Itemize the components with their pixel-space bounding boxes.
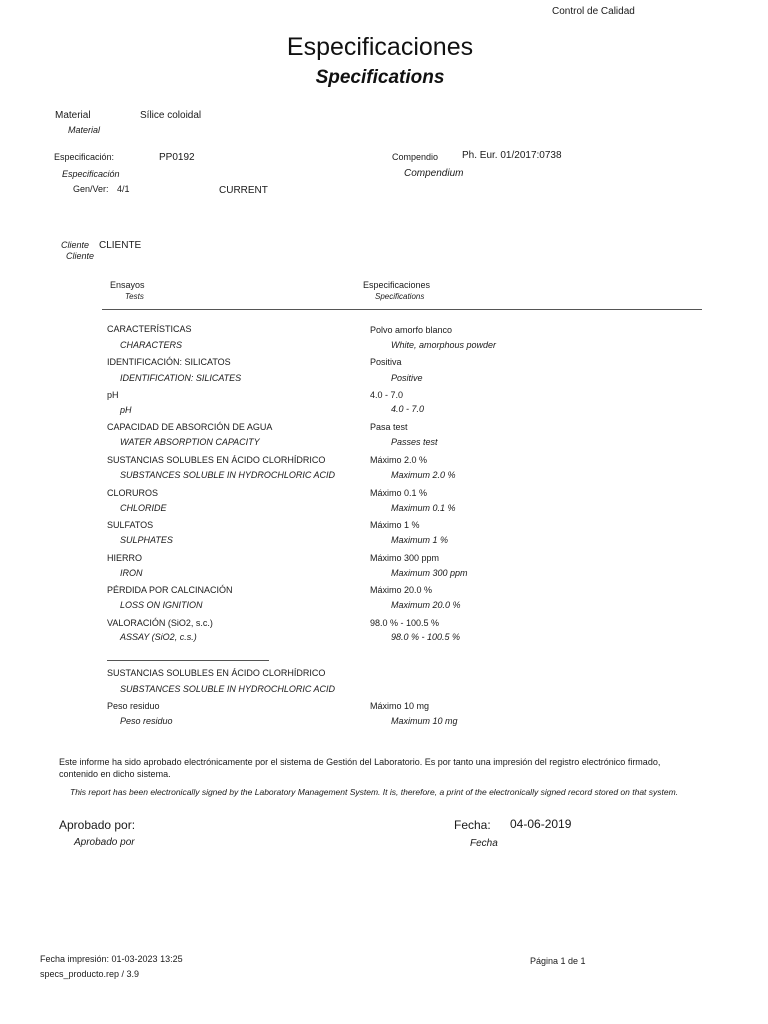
spec-value: Polvo amorfo blanco [370,325,453,335]
test-name-en: Peso residuo [120,716,173,726]
report-file: specs_producto.rep / 3.9 [40,969,140,979]
material-label-en: Material [68,125,101,135]
spec-value-en: Maximum 0.1 % [391,503,456,513]
date-label: Fecha: [454,818,491,832]
col-tests-header-en: Tests [125,292,144,301]
material-label: Material [55,110,91,121]
spec-value: Máximo 1 % [370,520,420,530]
page-title: Especificaciones [286,33,474,61]
approval-date: 04-06-2019 [510,817,572,831]
test-name-en: IDENTIFICATION: SILICATES [120,373,242,383]
page-number: Página 1 de 1 [530,956,586,966]
status-value: CURRENT [219,185,268,196]
spec-value: Máximo 2.0 % [370,455,428,465]
spec-value: Máximo 0.1 % [370,488,428,498]
spec-value-en: Maximum 1 % [391,535,449,545]
col-specs-header-en: Specifications [375,292,425,301]
test-name-en: ASSAY (SiO2, c.s.) [120,632,197,642]
disclaimer-en: This report has been electronically signed by the Laboratory Management System. It is, therefore, a print of the electronically signed record stored on that system. [70,787,679,797]
section-divider [107,660,269,661]
print-date: Fecha impresión: 01-03-2023 13:25 [40,954,183,964]
test-name: SUSTANCIAS SOLUBLES EN ÁCIDO CLORHÍDRICO [107,455,326,465]
test-name: PÉRDIDA POR CALCINACIÓN [107,585,233,595]
test-name-en: SULPHATES [120,535,173,545]
spec-value: Máximo 300 ppm [370,553,440,563]
client-label-en: Cliente [66,251,95,261]
compendium-label-en: Compendium [404,168,464,179]
spec-value-en: 98.0 % - 100.5 % [391,632,461,642]
test-name: CAPACIDAD DE ABSORCIÓN DE AGUA [107,422,273,432]
disclaimer-es: Este informe ha sido aprobado electrónicamente por el sistema de Gestión del Laboratorio. Es por tanto una impresión del registro electrónico firmado, contenido en dicho sistema. [59,757,661,779]
test-name-en: IRON [120,568,143,578]
test-name: Peso residuo [107,701,160,711]
spec-value-en: Positive [391,373,423,383]
spec-label-en: Especificación [62,169,120,179]
spec-value-en: Passes test [391,437,438,447]
test-name: VALORACIÓN (SiO2, s.c.) [107,618,213,628]
approved-by-label: Aprobado por: [59,818,136,832]
spec-value-en: White, amorphous powder [391,340,497,350]
spec-value-en: Maximum 300 ppm [391,568,468,578]
test-name-en: LOSS ON IGNITION [120,600,203,610]
test-name: SULFATOS [107,520,154,530]
spec-value: Máximo 20.0 % [370,585,433,595]
test-name: CARACTERÍSTICAS [107,324,192,334]
department-label: Control de Calidad [552,6,635,17]
spec-value-en: Maximum 20.0 % [391,600,461,610]
genver-label: Gen/Ver: [73,184,109,194]
spec-value: Pasa test [370,422,408,432]
table-header-divider [102,309,702,310]
spec-value: 98.0 % - 100.5 % [370,618,440,628]
page-subtitle: Specifications [315,67,445,88]
spec-label: Especificación: [54,152,115,162]
client-value: CLIENTE [99,240,142,251]
date-label-en: Fecha [470,838,498,849]
spec-value-en: 4.0 - 7.0 [391,404,425,414]
material-value: Sílice coloidal [140,110,202,121]
col-specs-header: Especificaciones [363,280,431,290]
spec-value: Máximo 10 mg [370,701,430,711]
test-name: HIERRO [107,553,143,563]
approved-by-label-en: Aprobado por [74,837,135,848]
test-name-en: CHARACTERS [120,340,183,350]
test-name-en: WATER ABSORPTION CAPACITY [120,437,260,447]
spec-value-en: Maximum 10 mg [391,716,458,726]
spec-value: PP0192 [159,152,195,163]
compendium-value: Ph. Eur. 01/2017:0738 [462,150,562,161]
test-name: pH [107,390,119,400]
spec-value: 4.0 - 7.0 [370,390,404,400]
test-name-en: SUBSTANCES SOLUBLE IN HYDROCHLORIC ACID [120,470,336,480]
test-name-en: CHLORIDE [120,503,167,513]
client-label: Cliente [61,240,90,250]
spec-value-en: Maximum 2.0 % [391,470,456,480]
section-title: SUSTANCIAS SOLUBLES EN ÁCIDO CLORHÍDRICO [107,668,326,678]
test-name: IDENTIFICACIÓN: SILICATOS [107,357,231,367]
test-name-en: pH [120,405,132,415]
compendium-label: Compendio [392,152,439,162]
test-name: CLORUROS [107,488,159,498]
section-title-en: SUBSTANCES SOLUBLE IN HYDROCHLORIC ACID [120,684,336,694]
genver-value: 4/1 [117,184,130,194]
col-tests-header: Ensayos [110,280,145,290]
spec-value: Positiva [370,357,402,367]
